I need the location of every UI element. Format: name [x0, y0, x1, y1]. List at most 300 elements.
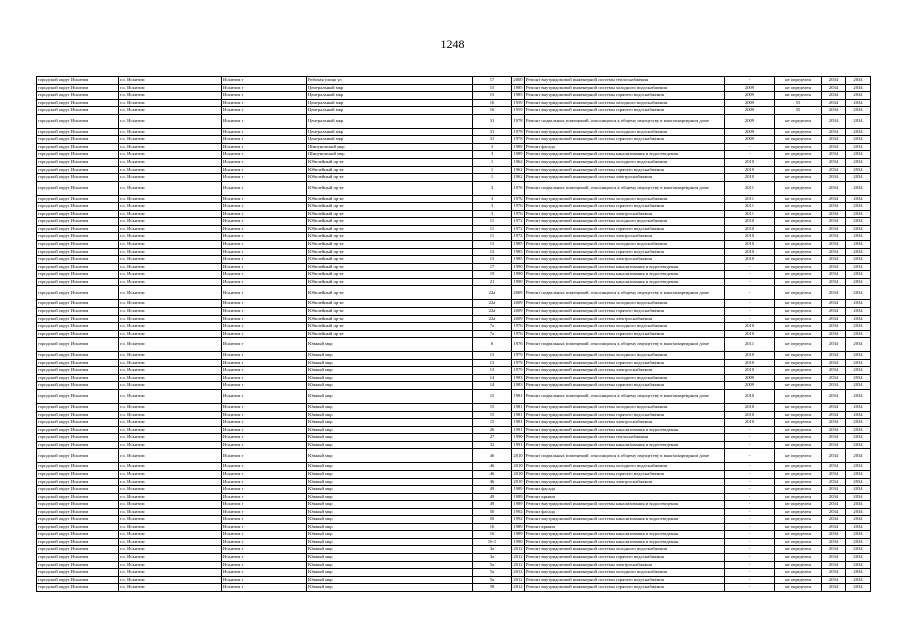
table-row — [37, 256, 871, 264]
cell-street: Южный мкр — [307, 411, 473, 419]
cell-work-type: Ремонт внутридомовой инженерной системы холодного водоснабжения — [525, 300, 725, 308]
cell-build-year: 1981 — [512, 389, 525, 403]
cell-wear-level: не определен — [775, 576, 822, 584]
table-row — [37, 389, 871, 403]
cell-last-repair-year: - — [725, 584, 775, 592]
cell-locality: Искитим г — [222, 382, 307, 390]
cell-house-number: 22а — [473, 307, 512, 315]
cell-locality: Искитим г — [222, 256, 307, 264]
cell-street: Южный мкр — [307, 546, 473, 554]
cell-plan-start-year: 2034 — [822, 256, 846, 264]
table-row — [37, 218, 871, 226]
cell-plan-end-year: 2034 — [846, 307, 871, 315]
cell-house-number: 22а — [473, 300, 512, 308]
cell-work-type: Ремонт внутридомовой инженерной системы горячего водоснабжения — [525, 382, 725, 390]
cell-municipality: городской округ Искитим — [37, 470, 119, 478]
cell-build-year: 1981 — [512, 411, 525, 419]
cell-wear-level: не определен — [775, 92, 822, 100]
cell-locality: Искитим г — [222, 181, 307, 195]
cell-house-number: 46 — [473, 463, 512, 471]
cell-plan-end-year: 2034 — [846, 195, 871, 203]
cell-municipality: городской округ Искитим — [37, 143, 119, 151]
table-row — [37, 307, 871, 315]
cell-street: Южный мкр — [307, 554, 473, 562]
cell-street: Центральный мкр — [307, 128, 473, 136]
cell-house-number: 7а — [473, 323, 512, 331]
cell-last-repair-year: 2009 — [725, 128, 775, 136]
cell-street: Юбилейный пр-кт — [307, 181, 473, 195]
cell-work-type: Ремонт внутридомовой инженерной системы электроснабжения — [525, 419, 725, 427]
cell-settlement: г.о. Искитим — [119, 218, 222, 226]
cell-work-type: Ремонт внутридомовой инженерной системы холодного водоснабжения — [525, 463, 725, 471]
cell-locality: Искитим г — [222, 404, 307, 412]
cell-plan-end-year: 2034 — [846, 569, 871, 577]
cell-plan-start-year: 2034 — [822, 569, 846, 577]
cell-plan-end-year: 2034 — [846, 300, 871, 308]
cell-build-year: 1962 — [512, 159, 525, 167]
cell-locality: Искитим г — [222, 323, 307, 331]
table-row — [37, 181, 871, 195]
cell-plan-start-year: 2034 — [822, 478, 846, 486]
table-row — [37, 374, 871, 382]
cell-plan-end-year: 2034 — [846, 493, 871, 501]
table-row — [37, 404, 871, 412]
cell-house-number: 15 — [473, 389, 512, 403]
cell-last-repair-year: - — [725, 538, 775, 546]
cell-street: Юбилейный пр-кт — [307, 256, 473, 264]
cell-work-type: Ремонт внутридомовой инженерной системы холодного водоснабжения — [525, 374, 725, 382]
cell-locality: Искитим г — [222, 107, 307, 115]
table-row — [37, 248, 871, 256]
table-row — [37, 516, 871, 524]
table-row — [37, 449, 871, 463]
cell-municipality: городской округ Искитим — [37, 569, 119, 577]
cell-last-repair-year: 2010 — [725, 174, 775, 182]
cell-last-repair-year: 2009 — [725, 84, 775, 92]
cell-last-repair-year: 2009 — [725, 374, 775, 382]
cell-house-number: 16 — [473, 523, 512, 531]
cell-wear-level: не определен — [775, 84, 822, 92]
cell-work-type: Ремонт внутридомовой инженерной системы холодного водоснабжения — [525, 241, 725, 249]
cell-municipality: городской округ Искитим — [37, 404, 119, 412]
cell-municipality: городской округ Искитим — [37, 136, 119, 144]
cell-house-number: 11 — [473, 218, 512, 226]
cell-house-number: 22а — [473, 315, 512, 323]
cell-street: Южный мкр — [307, 382, 473, 390]
cell-plan-start-year: 2034 — [822, 441, 846, 449]
cell-wear-level: не определен — [775, 114, 822, 128]
cell-wear-level: не определен — [775, 561, 822, 569]
table-row — [37, 174, 871, 182]
cell-build-year: 1990 — [512, 271, 525, 279]
cell-wear-level: не определен — [775, 263, 822, 271]
table-row — [37, 441, 871, 449]
cell-plan-start-year: 2034 — [822, 359, 846, 367]
cell-work-type: Ремонт внутридомовой инженерной системы горячего водоснабжения — [525, 584, 725, 592]
cell-settlement: г.о. Искитим — [119, 210, 222, 218]
cell-municipality: городской округ Искитим — [37, 538, 119, 546]
cell-house-number: 15 — [473, 84, 512, 92]
cell-locality: Искитим г — [222, 516, 307, 524]
cell-settlement: г.о. Искитим — [119, 546, 222, 554]
cell-wear-level: не определен — [775, 330, 822, 338]
cell-house-number: 13 — [473, 359, 512, 367]
cell-street: Юбилейный пр-кт — [307, 278, 473, 286]
cell-plan-start-year: 2034 — [822, 233, 846, 241]
cell-build-year: 1962 — [512, 174, 525, 182]
cell-street: Южный мкр — [307, 389, 473, 403]
cell-work-type: Ремонт внутридомовой инженерной системы электроснабжения — [525, 561, 725, 569]
table-row — [37, 330, 871, 338]
cell-last-repair-year: - — [725, 77, 775, 85]
cell-settlement: г.о. Искитим — [119, 300, 222, 308]
cell-last-repair-year: 2009 — [725, 136, 775, 144]
cell-house-number: 15 — [473, 404, 512, 412]
cell-locality: Искитим г — [222, 286, 307, 300]
cell-build-year: 2009 — [512, 300, 525, 308]
cell-last-repair-year: - — [725, 300, 775, 308]
cell-plan-end-year: 2034 — [846, 576, 871, 584]
cell-municipality: городской округ Искитим — [37, 225, 119, 233]
cell-house-number: 13 — [473, 367, 512, 375]
cell-wear-level: не определен — [775, 300, 822, 308]
cell-plan-start-year: 2034 — [822, 136, 846, 144]
cell-plan-end-year: 2034 — [846, 531, 871, 539]
cell-municipality: городской округ Искитим — [37, 307, 119, 315]
cell-work-type: Ремонт внутридомовой инженерной системы горячего водоснабжения — [525, 107, 725, 115]
cell-plan-end-year: 2034 — [846, 225, 871, 233]
cell-municipality: городской округ Искитим — [37, 463, 119, 471]
cell-plan-end-year: 2034 — [846, 389, 871, 403]
cell-work-type: Ремонт фасада — [525, 143, 725, 151]
cell-wear-level: не определен — [775, 210, 822, 218]
cell-plan-end-year: 2034 — [846, 501, 871, 509]
cell-work-type: Ремонт внутридомовой инженерной системы электроснабжения — [525, 210, 725, 218]
cell-settlement: г.о. Искитим — [119, 143, 222, 151]
cell-street: Южный мкр — [307, 449, 473, 463]
cell-build-year: 1985 — [512, 248, 525, 256]
cell-locality: Искитим г — [222, 166, 307, 174]
cell-settlement: г.о. Искитим — [119, 256, 222, 264]
cell-plan-end-year: 2034 — [846, 278, 871, 286]
cell-street: Юбилейный пр-кт — [307, 307, 473, 315]
cell-work-type: Ремонт подвальных помещений, относящихся к общему имуществу в многоквартирном доме — [525, 286, 725, 300]
cell-wear-level: не определен — [775, 359, 822, 367]
table-row — [37, 315, 871, 323]
cell-street: Юбилейный пр-кт — [307, 210, 473, 218]
table-row — [37, 569, 871, 577]
cell-municipality: городской округ Искитим — [37, 315, 119, 323]
cell-wear-level: не определен — [775, 367, 822, 375]
cell-locality: Искитим г — [222, 128, 307, 136]
table-row — [37, 203, 871, 211]
cell-plan-start-year: 2034 — [822, 174, 846, 182]
cell-last-repair-year: 2010 — [725, 233, 775, 241]
cell-municipality: городской округ Искитим — [37, 271, 119, 279]
table-row — [37, 576, 871, 584]
table-row — [37, 501, 871, 509]
table-row — [37, 166, 871, 174]
cell-street: Южный мкр — [307, 538, 473, 546]
table-row — [37, 554, 871, 562]
cell-work-type: Ремонт внутридомовой инженерной системы электроснабжения — [525, 478, 725, 486]
cell-wear-level: 55 — [775, 99, 822, 107]
cell-wear-level: не определен — [775, 478, 822, 486]
cell-municipality: городской округ Искитим — [37, 159, 119, 167]
table-row — [37, 151, 871, 159]
cell-settlement: г.о. Искитим — [119, 330, 222, 338]
cell-street: Южный мкр — [307, 470, 473, 478]
cell-last-repair-year: - — [725, 151, 775, 159]
cell-settlement: г.о. Искитим — [119, 523, 222, 531]
cell-house-number: 1 — [473, 159, 512, 167]
cell-municipality: городской округ Искитим — [37, 523, 119, 531]
cell-house-number: 46 — [473, 478, 512, 486]
cell-work-type: Ремонт внутридомовой инженерной системы канализования и водоотведения — [525, 426, 725, 434]
table-row — [37, 359, 871, 367]
cell-municipality: городской округ Искитим — [37, 233, 119, 241]
table-row — [37, 382, 871, 390]
cell-plan-start-year: 2034 — [822, 463, 846, 471]
cell-municipality: городской округ Искитим — [37, 338, 119, 352]
cell-locality: Искитим г — [222, 501, 307, 509]
cell-plan-start-year: 2034 — [822, 367, 846, 375]
cell-locality: Искитим г — [222, 554, 307, 562]
cell-street: Юбилейный пр-кт — [307, 166, 473, 174]
table-row — [37, 195, 871, 203]
cell-municipality: городской округ Искитим — [37, 367, 119, 375]
cell-settlement: г.о. Искитим — [119, 426, 222, 434]
cell-street: Южный мкр — [307, 478, 473, 486]
cell-last-repair-year: 2010 — [725, 159, 775, 167]
cell-last-repair-year: 2011 — [725, 181, 775, 195]
cell-last-repair-year: - — [725, 569, 775, 577]
table-row — [37, 434, 871, 442]
cell-plan-start-year: 2034 — [822, 523, 846, 531]
cell-plan-end-year: 2034 — [846, 128, 871, 136]
cell-locality: Искитим г — [222, 546, 307, 554]
cell-municipality: городской округ Искитим — [37, 374, 119, 382]
cell-settlement: г.о. Искитим — [119, 576, 222, 584]
cell-build-year: 2000 — [512, 77, 525, 85]
cell-build-year: 1985 — [512, 241, 525, 249]
cell-settlement: г.о. Искитим — [119, 389, 222, 403]
cell-locality: Искитим г — [222, 263, 307, 271]
cell-last-repair-year: - — [725, 286, 775, 300]
cell-last-repair-year: - — [725, 434, 775, 442]
cell-last-repair-year: - — [725, 315, 775, 323]
cell-build-year: 2010 — [512, 449, 525, 463]
cell-municipality: городской округ Искитим — [37, 449, 119, 463]
table-row — [37, 300, 871, 308]
cell-settlement: г.о. Искитим — [119, 463, 222, 471]
cell-plan-end-year: 2034 — [846, 84, 871, 92]
cell-settlement: г.о. Искитим — [119, 569, 222, 577]
cell-street: Юбилейный пр-кт — [307, 263, 473, 271]
cell-street: Шипуновский мкр — [307, 143, 473, 151]
cell-plan-start-year: 2034 — [822, 411, 846, 419]
cell-build-year: 1989 — [512, 531, 525, 539]
cell-wear-level: не определен — [775, 271, 822, 279]
cell-plan-end-year: 2034 — [846, 338, 871, 352]
table-row — [37, 538, 871, 546]
cell-settlement: г.о. Искитим — [119, 107, 222, 115]
cell-last-repair-year: - — [725, 263, 775, 271]
cell-settlement: г.о. Искитим — [119, 352, 222, 360]
cell-build-year: 2010 — [512, 478, 525, 486]
cell-settlement: г.о. Искитим — [119, 404, 222, 412]
cell-work-type: Ремонт внутридомовой инженерной системы горячего водоснабжения — [525, 576, 725, 584]
cell-work-type: Ремонт внутридомовой инженерной системы горячего водоснабжения — [525, 330, 725, 338]
cell-wear-level: не определен — [775, 128, 822, 136]
cell-work-type: Ремонт внутридомовой инженерной системы холодного водоснабжения — [525, 218, 725, 226]
table-row — [37, 233, 871, 241]
cell-settlement: г.о. Искитим — [119, 374, 222, 382]
cell-settlement: г.о. Искитим — [119, 174, 222, 182]
cell-wear-level: не определен — [775, 569, 822, 577]
cell-build-year: 1981 — [512, 419, 525, 427]
table-row — [37, 508, 871, 516]
cell-plan-start-year: 2034 — [822, 576, 846, 584]
table-row — [37, 271, 871, 279]
cell-house-number: 6 — [473, 338, 512, 352]
cell-settlement: г.о. Искитим — [119, 181, 222, 195]
cell-municipality: городской округ Искитим — [37, 554, 119, 562]
cell-plan-end-year: 2034 — [846, 218, 871, 226]
cell-last-repair-year: - — [725, 523, 775, 531]
cell-plan-start-year: 2034 — [822, 493, 846, 501]
cell-street: Южный мкр — [307, 508, 473, 516]
table-row — [37, 114, 871, 128]
cell-municipality: городской округ Искитим — [37, 411, 119, 419]
cell-house-number: 46 — [473, 449, 512, 463]
cell-house-number: 3 — [473, 143, 512, 151]
cell-last-repair-year: - — [725, 143, 775, 151]
cell-build-year: 1976 — [512, 338, 525, 352]
cell-settlement: г.о. Искитим — [119, 203, 222, 211]
table-row — [37, 84, 871, 92]
cell-house-number: 15 — [473, 411, 512, 419]
cell-wear-level: не определен — [775, 241, 822, 249]
cell-plan-start-year: 2034 — [822, 486, 846, 494]
cell-wear-level: не определен — [775, 174, 822, 182]
cell-house-number: 16 — [473, 99, 512, 107]
cell-house-number: 14 — [473, 382, 512, 390]
cell-plan-end-year: 2034 — [846, 561, 871, 569]
cell-plan-end-year: 2034 — [846, 584, 871, 592]
cell-locality: Искитим г — [222, 463, 307, 471]
cell-municipality: городской округ Искитим — [37, 278, 119, 286]
cell-locality: Искитим г — [222, 330, 307, 338]
cell-locality: Искитим г — [222, 449, 307, 463]
cell-build-year: 2012 — [512, 546, 525, 554]
cell-plan-end-year: 2034 — [846, 143, 871, 151]
cell-locality: Искитим г — [222, 307, 307, 315]
cell-settlement: г.о. Искитим — [119, 323, 222, 331]
cell-build-year: 1962 — [512, 166, 525, 174]
cell-house-number: 31 — [473, 128, 512, 136]
cell-house-number: 16 — [473, 531, 512, 539]
cell-house-number: 5а — [473, 561, 512, 569]
cell-plan-end-year: 2034 — [846, 411, 871, 419]
cell-settlement: г.о. Искитим — [119, 92, 222, 100]
cell-plan-start-year: 2034 — [822, 434, 846, 442]
cell-street: Южный мкр — [307, 352, 473, 360]
cell-plan-start-year: 2034 — [822, 315, 846, 323]
cell-work-type: Ремонт внутридомовой инженерной системы горячего водоснабжения — [525, 92, 725, 100]
cell-locality: Искитим г — [222, 538, 307, 546]
cell-plan-end-year: 2034 — [846, 382, 871, 390]
cell-last-repair-year: - — [725, 426, 775, 434]
cell-plan-end-year: 2034 — [846, 367, 871, 375]
cell-last-repair-year: - — [725, 470, 775, 478]
cell-settlement: г.о. Искитим — [119, 411, 222, 419]
cell-plan-start-year: 2034 — [822, 218, 846, 226]
cell-street: Юбилейный пр-кт — [307, 300, 473, 308]
table-row — [37, 561, 871, 569]
cell-municipality: городской округ Искитим — [37, 419, 119, 427]
table-row — [37, 77, 871, 85]
cell-last-repair-year: 2010 — [725, 359, 775, 367]
cell-locality: Искитим г — [222, 434, 307, 442]
cell-settlement: г.о. Искитим — [119, 84, 222, 92]
cell-street: Южный мкр — [307, 367, 473, 375]
cell-plan-end-year: 2034 — [846, 538, 871, 546]
cell-house-number: 5а — [473, 576, 512, 584]
cell-plan-end-year: 2034 — [846, 248, 871, 256]
cell-build-year: 1989 — [512, 151, 525, 159]
cell-locality: Искитим г — [222, 478, 307, 486]
table-row — [37, 107, 871, 115]
cell-build-year: 1989 — [512, 143, 525, 151]
cell-work-type: Ремонт внутридомовой инженерной системы горячего водоснабжения — [525, 248, 725, 256]
cell-wear-level: не определен — [775, 382, 822, 390]
cell-plan-start-year: 2034 — [822, 470, 846, 478]
table-row — [37, 263, 871, 271]
cell-wear-level: не определен — [775, 338, 822, 352]
cell-municipality: городской округ Искитим — [37, 286, 119, 300]
cell-plan-end-year: 2034 — [846, 404, 871, 412]
cell-work-type: Ремонт внутридомовой инженерной системы горячего водоснабжения — [525, 166, 725, 174]
cell-street: Южный мкр — [307, 576, 473, 584]
cell-locality: Искитим г — [222, 92, 307, 100]
cell-work-type: Ремонт внутридомовой инженерной системы холодного водоснабжения — [525, 159, 725, 167]
table-row — [37, 92, 871, 100]
cell-work-type: Ремонт внутридомовой инженерной системы холодного водоснабжения — [525, 352, 725, 360]
cell-build-year: 1972 — [512, 218, 525, 226]
cell-locality: Искитим г — [222, 271, 307, 279]
cell-wear-level: не определен — [775, 411, 822, 419]
cell-settlement: г.о. Искитим — [119, 307, 222, 315]
cell-plan-end-year: 2034 — [846, 233, 871, 241]
cell-build-year: 2012 — [512, 576, 525, 584]
cell-municipality: городской округ Искитим — [37, 210, 119, 218]
cell-street: Юбилейный пр-кт — [307, 174, 473, 182]
cell-plan-start-year: 2034 — [822, 404, 846, 412]
table-row — [37, 99, 871, 107]
cell-wear-level: не определен — [775, 166, 822, 174]
cell-street: Юбилейный пр-кт — [307, 323, 473, 331]
cell-locality: Искитим г — [222, 338, 307, 352]
table-row — [37, 286, 871, 300]
cell-street: Рабочая улица ул — [307, 77, 473, 85]
cell-locality: Искитим г — [222, 411, 307, 419]
cell-locality: Искитим г — [222, 203, 307, 211]
cell-plan-end-year: 2034 — [846, 136, 871, 144]
cell-wear-level: не определен — [775, 426, 822, 434]
cell-settlement: г.о. Искитим — [119, 531, 222, 539]
cell-plan-start-year: 2034 — [822, 426, 846, 434]
